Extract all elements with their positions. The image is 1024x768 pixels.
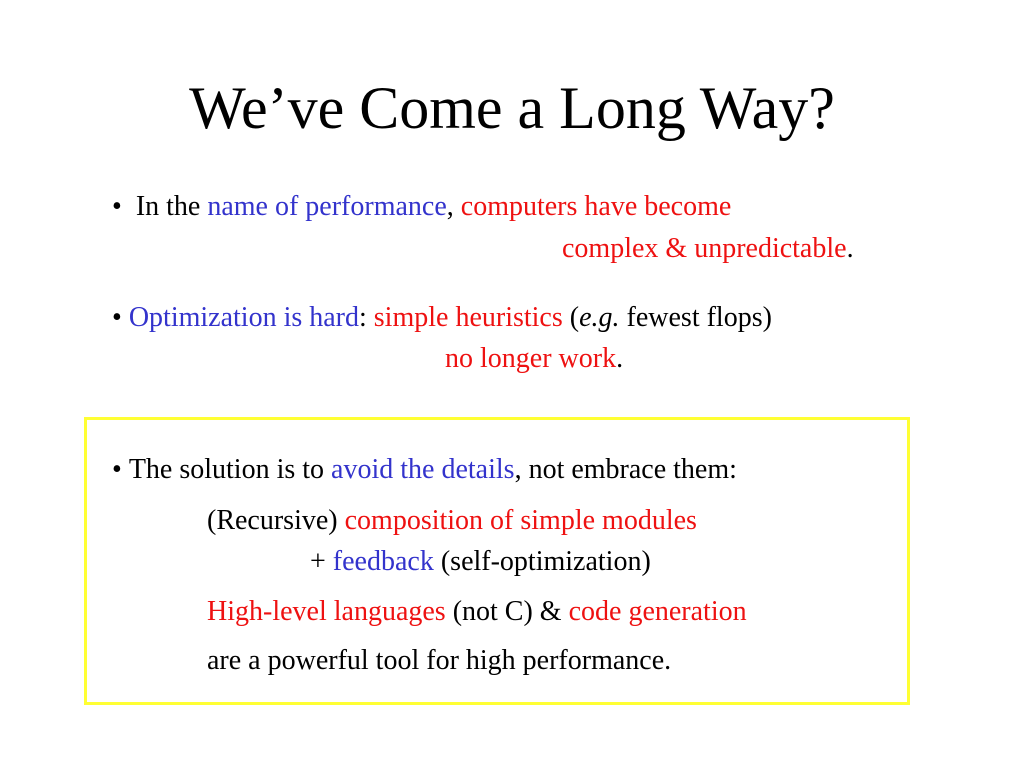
sub-line-1-red: composition of simple modules	[344, 505, 697, 536]
bullet-2-highlight-blue: Optimization is hard	[128, 302, 359, 333]
bullet-3-highlight-blue: avoid the details	[331, 454, 515, 485]
bullet-1-highlight-red: computers have become	[460, 191, 732, 222]
bullet-2-highlight-red: simple heuristics	[373, 302, 563, 333]
bullet-1-highlight-blue: name of performance	[207, 191, 447, 222]
bullet-2-line-1	[112, 301, 772, 335]
bullet-2-line-2-end: .	[616, 343, 624, 374]
bullet-3-glyph: •	[112, 454, 122, 485]
sub-line-4-text: are a powerful tool for high performance.	[207, 645, 672, 676]
sub-line-2-text: (self-optimization)	[433, 546, 651, 577]
bullet-3-text-b: , not embrace them:	[514, 454, 737, 485]
bullet-1-line-1	[112, 190, 731, 224]
bullet-1-comma: ,	[446, 191, 461, 222]
bullet-1-line-2-red: complex & unpredictable	[562, 233, 847, 264]
bullet-2-italic-eg: e.g.	[579, 302, 620, 333]
slide-title: We’ve Come a Long Way?	[189, 75, 835, 141]
bullet-1-line-2-end: .	[846, 233, 854, 264]
sub-line-3-text: (not C) &	[445, 596, 569, 627]
sub-line-2	[310, 545, 651, 579]
bullet-2-line-2-red: no longer work	[445, 343, 617, 374]
bullet-1-text-a: In the	[135, 191, 208, 222]
sub-line-1	[207, 504, 697, 538]
sub-line-3-red-b: code generation	[568, 596, 747, 627]
bullet-2-glyph: •	[112, 302, 122, 333]
bullet-1-glyph: •	[112, 191, 122, 222]
sub-line-2-plus: +	[310, 546, 333, 577]
bullet-2-tail: fewest flops)	[619, 302, 772, 333]
sub-line-3	[207, 595, 747, 629]
bullet-2-colon: :	[359, 302, 374, 333]
sub-line-2-blue: feedback	[332, 546, 434, 577]
bullet-3-line	[112, 453, 737, 487]
bullet-2-paren-open: (	[562, 302, 580, 333]
sub-line-3-red-a: High-level languages	[207, 596, 446, 627]
bullet-3-text-a: The solution is to	[128, 454, 332, 485]
sub-line-4	[207, 644, 671, 678]
bullet-2-line-2	[445, 342, 623, 376]
sub-line-1-text: (Recursive)	[207, 505, 345, 536]
bullet-1-line-2	[562, 232, 854, 266]
